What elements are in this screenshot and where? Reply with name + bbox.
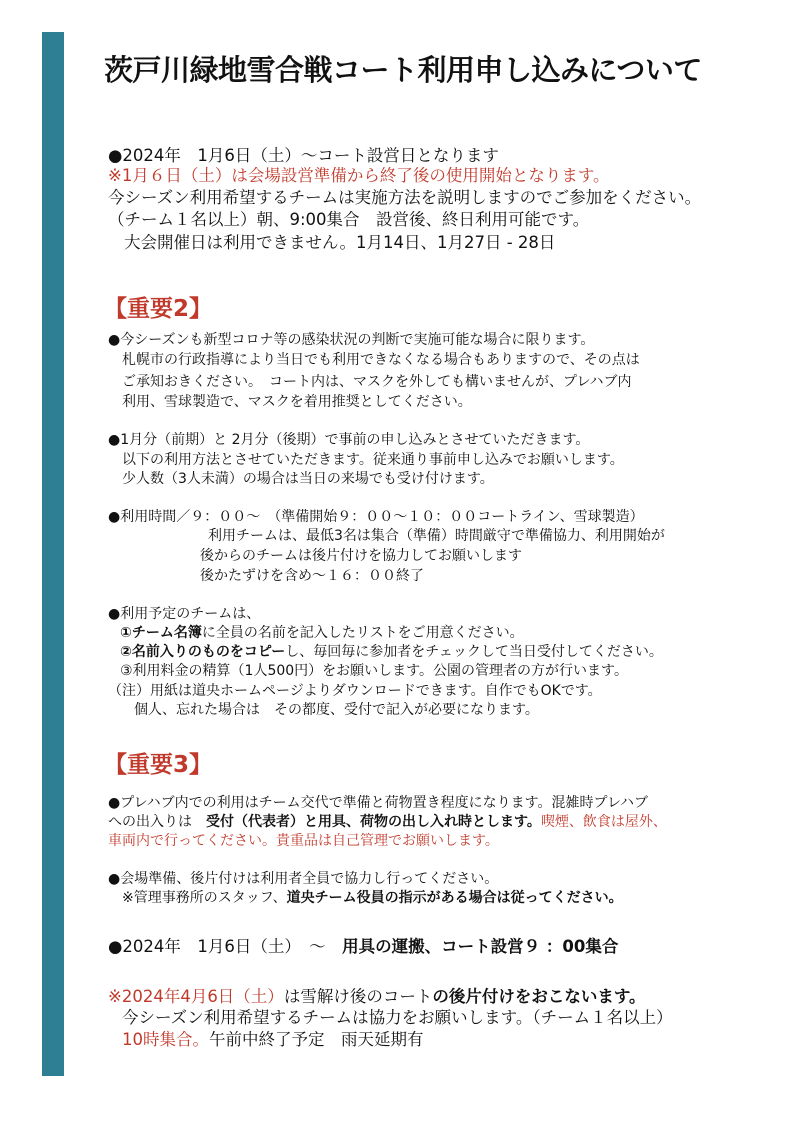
- footer-line-1b: 用具の運搬、コート設営９ ：00集合: [342, 937, 619, 956]
- s3-p1-line-1: ●プレハブ内での利用はチーム交代で準備と荷物置き程度になります。混雑時プレハブ: [108, 795, 649, 811]
- s2-p4-item-2-bold: ②名前入りのものをコピー: [120, 644, 286, 660]
- s2-p3-line-3: 後からのチームは後片付けを協力してお願いします: [200, 548, 522, 564]
- footer-line-3: 今シーズン利用希望するチームは協力をお願いします。（チーム１名以上）: [122, 1008, 673, 1027]
- s2-p2-line-1: ●1月分（前期）と 2月分（後期）で事前の申し込みとさせていただきます。: [108, 432, 590, 448]
- s2-p2-line-3: 少人数（3人未満）の場合は当日の来場でも受け付けます。: [122, 471, 494, 487]
- section3-heading: 【重要3】: [104, 752, 213, 778]
- s3-p1-line-2b: 受付（代表者）と用具、荷物の出し入れ時とします。: [206, 814, 541, 830]
- s3-p2-line-1: ●会場準備、後片付けは利用者全員で協力し行ってください。: [108, 871, 499, 887]
- intro-line-2: ※1月６日（土）は会場設営準備から終了後の使用開始となります。: [108, 166, 610, 185]
- s3-p2-line-2b: 道央チーム役員の指示がある場合は従ってください。: [286, 890, 623, 906]
- footer-line-1: [108, 937, 618, 957]
- s2-p3-line-1: ●利用時間／９：００～ （準備開始９：００～１０：００コートライン、雪球製造）: [108, 509, 644, 525]
- s3-p1-line-2: [108, 813, 667, 832]
- left-accent-bar: [42, 32, 64, 1076]
- s2-p4-item-1: [120, 624, 524, 643]
- footer-line-2a: ※2024年4月6日（土）: [108, 987, 284, 1006]
- s2-p4-item-1-bold: ①チーム名簿: [120, 625, 202, 641]
- s3-p1-line-3: 車両内で行ってください。貴重品は自己管理でお願いします。: [108, 833, 499, 849]
- page-title: 茨戸川緑地雪合戦コート利用申し込みについて: [104, 53, 702, 87]
- footer-line-4: [122, 1030, 424, 1050]
- footer-line-2b: は雪解け後のコート: [283, 987, 433, 1006]
- intro-line-4: （チーム１名以上）朝、9:00集合 設営後、終日利用可能です。: [108, 210, 590, 229]
- footer-line-2c: の後片付けをおこないます。: [432, 987, 646, 1006]
- s2-p2-line-2: 以下の利用方法とさせていただきます。従来通り事前申し込みでお願いします。: [122, 452, 624, 468]
- s3-p1-line-2a: への出入りは: [108, 814, 206, 830]
- intro-line-1: ●2024年 1月6日（土）～コート設営日となります: [108, 146, 499, 165]
- s2-p1-line-4: 利用、雪球製造で、マスクを着用推奨としてください。: [122, 394, 472, 410]
- s3-p2-line-2: [122, 889, 623, 908]
- s2-p4-item-3: ③利用料金の精算（1人500円）をお願いします。公園の管理者の方が行います。: [120, 663, 628, 679]
- s3-p1-line-2c: 喫煙、飲食は屋外、: [540, 814, 667, 830]
- s2-p3-line-2: 利用チームは、最低3名は集合（準備）時間厳守で準備協力、利用開始が: [208, 528, 665, 544]
- s3-p2-line-2a: ※管理事務所のスタッフ、: [122, 890, 287, 906]
- footer-line-1a: ●2024年 1月6日（土） ～: [108, 937, 343, 956]
- intro-line-5: 大会開催日は利用できません。1月14日、1月27日 - 28日: [124, 233, 556, 252]
- footer-line-2: [108, 987, 646, 1007]
- s2-p1-line-3: ご承知おきください。 コート内は、マスクを外しても構いませんが、プレハブ内: [122, 374, 632, 390]
- s2-p4-item-1-rest: に全員の名前を記入したリストをご用意ください。: [201, 625, 524, 641]
- s2-p4-note-2: 個人、忘れた場合は その都度、受付で記入が必要になります。: [134, 702, 539, 718]
- s2-p1-line-2: 札幌市の行政指導により当日でも利用できなくなる場合もありますので、その点は: [122, 352, 640, 368]
- s2-p4-item-2: [120, 643, 663, 662]
- intro-line-3: 今シーズン利用希望するチームは実施方法を説明しますのでご参加をください。: [108, 188, 702, 207]
- s2-p4-item-2-rest: し、毎回毎に参加者をチェックして当日受付してください。: [285, 644, 663, 660]
- s2-p4-note-1: （注）用紙は道央ホームページよりダウンロードできます。自作でもOKです。: [108, 683, 602, 699]
- s2-p3-line-4: 後かたずけを含め～１６：００終了: [200, 568, 424, 584]
- footer-line-4b: 午前中終了予定 雨天延期有: [209, 1030, 424, 1049]
- s2-p1-line-1: ●今シーズンも新型コロナ等の感染状況の判断で実施可能な場合に限ります。: [108, 332, 595, 348]
- footer-line-4a: 10時集合。: [122, 1030, 209, 1049]
- s2-p4-intro: ●利用予定のチームは、: [108, 606, 261, 622]
- section2-heading: 【重要2】: [104, 296, 213, 322]
